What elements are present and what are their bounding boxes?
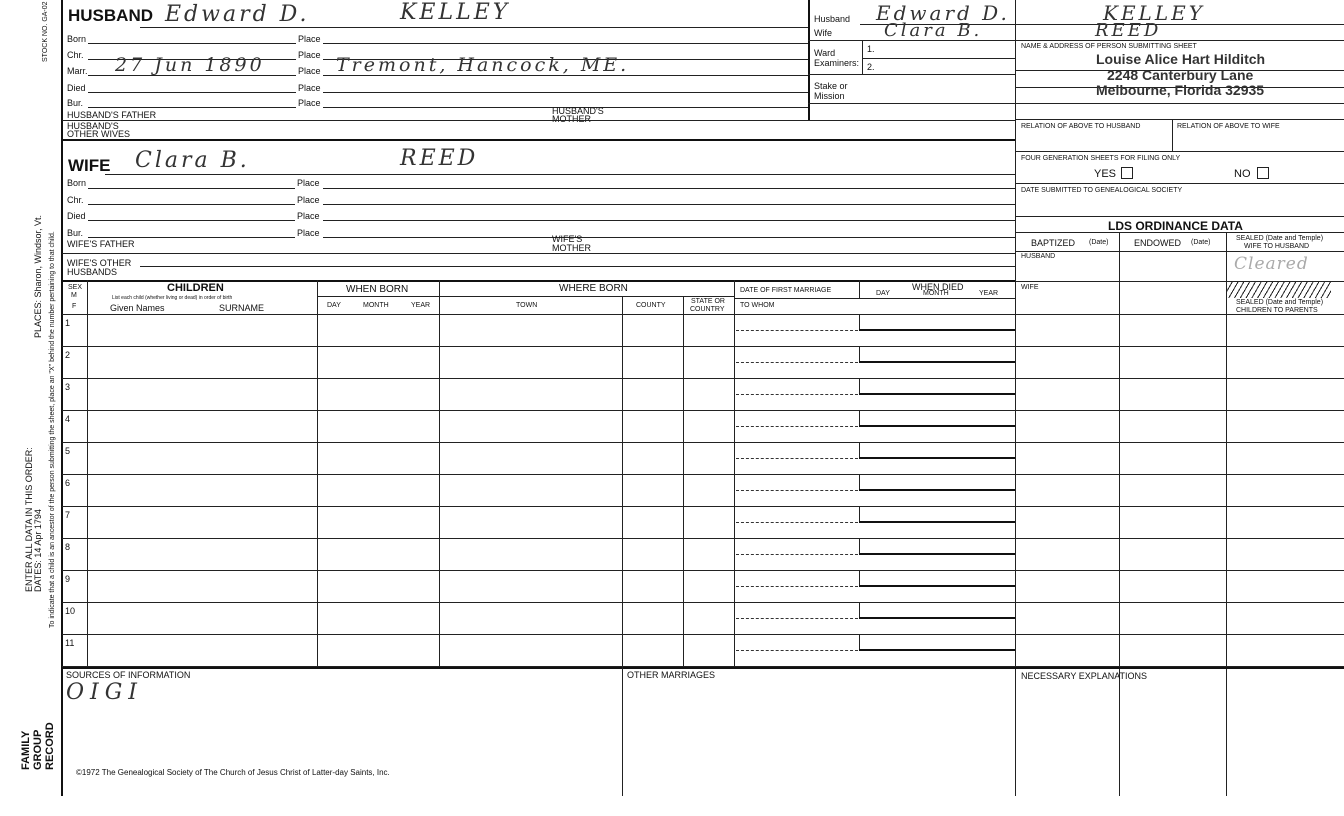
child-row-divider [62, 570, 1344, 571]
four-gen-label: FOUR GENERATION SHEETS FOR FILING ONLY [1021, 155, 1181, 162]
col-to-whom: TO WHOM [740, 302, 775, 309]
child-row-number: 1 [65, 318, 71, 328]
child-died-bracket [859, 474, 860, 490]
wife-surname: REED [400, 146, 479, 171]
lds-sealed-wife-1: SEALED (Date and Temple) [1236, 235, 1324, 242]
sources-label: SOURCES OF INFORMATION [66, 670, 191, 680]
lds-baptized-label: BAPTIZED [1031, 238, 1076, 248]
child-marriage-line [736, 490, 858, 491]
child-marriage-line [736, 586, 858, 587]
child-row-divider [62, 378, 1344, 379]
child-row-divider [62, 506, 1344, 507]
col-sex: SEX [68, 284, 83, 291]
header-husband-label: Husband [814, 14, 851, 24]
lds-baptized-date: (Date) [1089, 239, 1109, 246]
col-died-day: DAY [876, 290, 890, 297]
child-died-line [859, 361, 1015, 363]
col-born-month: MONTH [363, 302, 389, 309]
sources-value: OIGI [66, 680, 143, 705]
child-marriage-line [736, 458, 858, 459]
lds-endowed-date: (Date) [1191, 239, 1211, 246]
lds-sealed-children-1: SEALED (Date and Temple) [1236, 299, 1324, 306]
child-marriage-line [736, 618, 858, 619]
husband-born-place-label: Place [298, 34, 321, 44]
col-children-note: List each child (whether living or dead) in order of birth [112, 295, 233, 301]
lds-endowed-label: ENDOWED [1134, 238, 1181, 248]
child-died-bracket [859, 378, 860, 394]
child-row-divider [62, 538, 1344, 539]
child-died-bracket [859, 442, 860, 458]
stake-label: Stake or [814, 81, 848, 91]
child-died-line [859, 329, 1015, 331]
child-marriage-line [736, 650, 858, 651]
child-died-line [859, 553, 1015, 555]
child-died-bracket [859, 570, 860, 586]
husband-marriage-place: Tremont, Hancock, ME. [336, 54, 630, 76]
child-row-number: 10 [65, 606, 76, 616]
child-died-line [859, 489, 1015, 491]
child-died-bracket [859, 538, 860, 554]
husband-born-label: Born [67, 34, 87, 44]
col-where-born: WHERE BORN [559, 283, 628, 294]
col-sex-m: M [71, 292, 77, 299]
husband-marriage-date: 27 Jun 1890 [115, 54, 265, 76]
child-died-bracket [859, 634, 860, 650]
relation-husband-label: RELATION OF ABOVE TO HUSBAND [1021, 123, 1141, 130]
husband-died-label: Died [67, 83, 86, 93]
husband-heading: HUSBAND [68, 6, 153, 25]
child-died-line [859, 649, 1015, 651]
form-title-family: FAMILY [20, 730, 32, 770]
husband-other-wives-1: HUSBAND'S [67, 121, 119, 131]
child-row-number: 4 [65, 414, 71, 424]
necessary-explanations-label: NECESSARY EXPLANATIONS [1021, 671, 1148, 681]
child-died-bracket [859, 506, 860, 522]
wife-other-husbands-2: HUSBANDS [67, 267, 118, 277]
wife-father-label: WIFE'S FATHER [67, 239, 135, 249]
husband-mother-label-1: HUSBAND'S [552, 106, 604, 116]
col-surname: SURNAME [219, 303, 265, 313]
child-row-number: 8 [65, 542, 71, 552]
wife-born-label: Born [67, 178, 87, 188]
child-row-number: 2 [65, 350, 71, 360]
other-marriages-label: OTHER MARRIAGES [627, 670, 716, 680]
husband-bur-label: Bur. [67, 98, 84, 108]
child-marriage-line [736, 426, 858, 427]
submitter-name: Louise Alice Hart Hilditch [1096, 51, 1266, 67]
col-when-died: WHEN DIED [912, 282, 964, 292]
lds-sealed-children-2: CHILDREN TO PARENTS [1236, 307, 1318, 314]
col-born-year: YEAR [411, 302, 431, 309]
copyright-line: ©1972 The Genealogical Society of The Church of Jesus Christ of Latter-day Saints, Inc. [76, 768, 390, 777]
wife-other-husbands-1: WIFE'S OTHER [67, 258, 132, 268]
child-died-line [859, 457, 1015, 459]
child-marriage-line [736, 522, 858, 523]
yes-checkbox[interactable] [1121, 167, 1133, 179]
lds-title: LDS ORDINANCE DATA [1108, 219, 1243, 233]
wife-bur-label: Bur. [67, 228, 84, 238]
no-label: NO [1234, 168, 1251, 180]
header-wife-label: Wife [814, 28, 832, 38]
child-row-number: 3 [65, 382, 71, 392]
child-marriage-line [736, 330, 858, 331]
yes-label: YES [1094, 168, 1117, 180]
col-when-born: WHEN BORN [346, 284, 409, 295]
col-sex-f: F [72, 303, 77, 310]
examiner-2: 2. [867, 62, 875, 72]
col-died-month: MONTH [923, 290, 949, 297]
submitter-city: Melbourne, Florida 32935 [1096, 82, 1265, 98]
child-row-divider [62, 346, 1344, 347]
wife-mother-label-1: WIFE'S [552, 234, 583, 244]
child-died-bracket [859, 314, 860, 330]
lds-cleared-stamp: Cleared [1234, 254, 1309, 274]
relation-wife-label: RELATION OF ABOVE TO WIFE [1177, 123, 1280, 130]
child-died-bracket [859, 346, 860, 362]
husband-marr-label: Marr. [67, 66, 88, 76]
wife-chr-place-label: Place [297, 195, 320, 205]
husband-father-label: HUSBAND'S FATHER [67, 110, 157, 120]
header-wife-surname: REED [1095, 20, 1162, 41]
submitter-street: 2248 Canterbury Lane [1107, 67, 1254, 83]
examiner-1: 1. [867, 44, 875, 54]
header-husband-given: Edward D. [876, 1, 1010, 25]
col-born-day: DAY [327, 302, 341, 309]
header-wife-given: Clara B. [884, 20, 983, 41]
child-died-line [859, 425, 1015, 427]
child-row-divider [62, 634, 1344, 635]
wife-bur-place-label: Place [297, 228, 320, 238]
ancestor-note: To indicate that a child is an ancestor of the person submitting the sheet, place an "X" behind the number pertaining to that child. [49, 231, 56, 628]
husband-chr-label: Chr. [67, 50, 84, 60]
col-county: COUNTY [636, 302, 666, 309]
wife-chr-label: Chr. [67, 195, 84, 205]
stock-number: STOCK NO. GA-02 [42, 1, 49, 62]
col-children: CHILDREN [167, 282, 224, 294]
child-marriage-line [736, 394, 858, 395]
child-died-line [859, 585, 1015, 587]
form-title-record: RECORD [44, 722, 56, 770]
child-marriage-line [736, 554, 858, 555]
col-given-names: Given Names [110, 303, 165, 313]
places-line: PLACES: Sharon, Windsor, Vt. [33, 214, 43, 338]
col-died-year: YEAR [979, 290, 999, 297]
col-first-marriage: DATE OF FIRST MARRIAGE [740, 287, 832, 294]
mission-label: Mission [814, 91, 845, 101]
enter-order: ENTER ALL DATA IN THIS ORDER: [24, 447, 34, 592]
child-row-number: 6 [65, 478, 71, 488]
child-row-number: 5 [65, 446, 71, 456]
lds-sealed-hatch [1227, 282, 1331, 298]
child-row-number: 9 [65, 574, 71, 584]
husband-surname: KELLEY [400, 0, 511, 25]
husband-marr-place-label: Place [298, 66, 321, 76]
child-died-bracket [859, 410, 860, 426]
wife-mother-label-2: MOTHER [552, 243, 591, 253]
date-submitted-label: DATE SUBMITTED TO GENEALOGICAL SOCIETY [1021, 187, 1183, 194]
wife-died-label: Died [67, 211, 86, 221]
col-town: TOWN [516, 302, 538, 309]
lds-wife-label: WIFE [1021, 284, 1039, 291]
child-row-divider [62, 474, 1344, 475]
husband-bur-place-label: Place [298, 98, 321, 108]
child-row-number: 11 [65, 638, 75, 648]
form-title-group: GROUP [32, 729, 44, 770]
col-state-2: COUNTRY [690, 306, 725, 313]
child-row-divider [62, 442, 1344, 443]
submitter-label: NAME & ADDRESS OF PERSON SUBMITTING SHEET [1021, 43, 1197, 50]
child-marriage-line [736, 362, 858, 363]
husband-given-name: Edward D. [165, 2, 310, 27]
examiners-label: Examiners: [814, 58, 860, 68]
no-checkbox[interactable] [1257, 167, 1269, 179]
child-died-line [859, 617, 1015, 619]
wife-heading: WIFE [68, 156, 111, 175]
husband-chr-place-label: Place [298, 50, 321, 60]
col-state-1: STATE OR [691, 298, 725, 305]
wife-given-name: Clara B. [135, 148, 250, 173]
child-died-line [859, 393, 1015, 395]
dates-line: DATES: 14 Apr 1794 [33, 509, 43, 592]
husband-died-place-label: Place [298, 83, 321, 93]
husband-other-wives-2: OTHER WIVES [67, 129, 131, 139]
child-row-number: 7 [65, 510, 71, 520]
child-row-divider [62, 410, 1344, 411]
lds-husband-label: HUSBAND [1021, 253, 1056, 260]
wife-born-place-label: Place [297, 178, 320, 188]
lds-sealed-wife-2: WIFE TO HUSBAND [1244, 243, 1310, 250]
child-died-bracket [859, 602, 860, 618]
husband-mother-label-2: MOTHER [552, 114, 591, 124]
header-husband-surname: KELLEY [1103, 1, 1205, 25]
ward-label: Ward [814, 48, 836, 58]
child-died-line [859, 521, 1015, 523]
child-row-divider [62, 602, 1344, 603]
wife-died-place-label: Place [297, 211, 320, 221]
